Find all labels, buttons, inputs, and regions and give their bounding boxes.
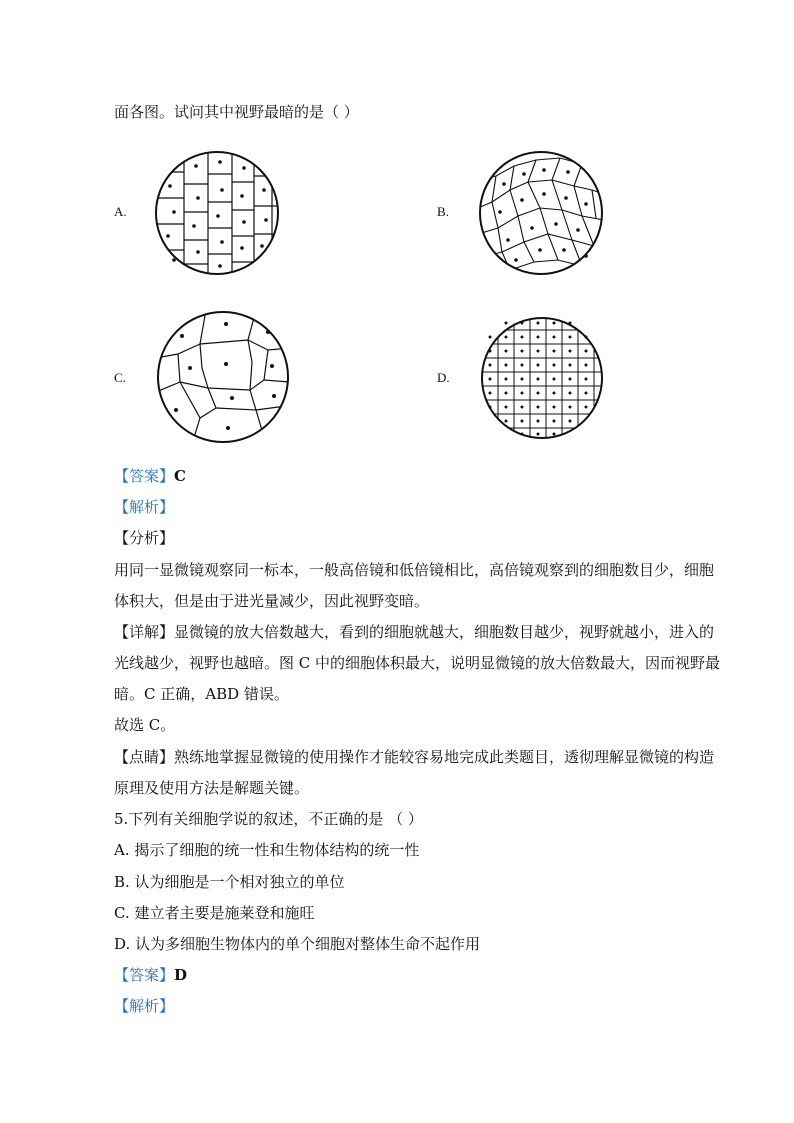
q5-stem: 5.下列有关细胞学说的叙述，不正确的是 （ ） xyxy=(114,810,423,828)
q5-option-d: D. 认为多细胞生物体内的单个细胞对整体生命不起作用 xyxy=(114,935,481,953)
figure-c-large-cells xyxy=(156,310,290,444)
q5-option-a: A. 揭示了细胞的统一性和生物体结构的统一性 xyxy=(114,841,420,859)
fenxi-line-2: 体积大，但是由于进光量减少，因此视野变暗。 xyxy=(114,592,430,610)
detail-tag: 【详解】 xyxy=(114,623,175,641)
option-c-label: C. xyxy=(114,370,126,385)
q5-answer-value: D xyxy=(174,966,188,984)
choice-conclusion: 故选 C。 xyxy=(114,716,176,734)
comment-line-1 xyxy=(114,747,714,767)
figure-b-irregular-cells xyxy=(478,150,604,276)
fenxi-tag: 【分析】 xyxy=(114,529,175,547)
analysis-tag: 【解析】 xyxy=(114,498,175,516)
q5-answer-tag: 【答案】 xyxy=(114,966,175,984)
option-a-label: A. xyxy=(114,204,127,219)
answer-tag: 【答案】 xyxy=(114,467,175,485)
comment-line-2: 原理及使用方法是解题关键。 xyxy=(114,779,310,797)
comment-text-1: 熟练地掌握显微镜的使用操作才能较容易地完成此类题目，透彻理解显微镜的构造 xyxy=(174,748,715,766)
answer-line xyxy=(114,466,186,486)
option-d-label: D. xyxy=(437,370,450,385)
comment-tag: 【点睛】 xyxy=(114,748,175,766)
q5-option-b: B. 认为细胞是一个相对独立的单位 xyxy=(114,873,345,891)
detail-text-1: 显微镜的放大倍数越大，看到的细胞就越大，细胞数目越少，视野就越小，进入的 xyxy=(174,623,715,641)
detail-line-2: 光线越少，视野也越暗。图 C 中的细胞体积最大，说明显微镜的放大倍数最大，因而视野最 xyxy=(114,654,721,672)
q5-analysis-tag: 【解析】 xyxy=(114,997,175,1015)
detail-line-3: 暗。C 正确，ABD 错误。 xyxy=(114,685,289,703)
figure-d-many-small-cells xyxy=(480,316,604,440)
figure-a-small-cells xyxy=(154,150,280,276)
q5-answer-line xyxy=(114,965,187,985)
fenxi-line-1: 用同一显微镜观察同一标本，一般高倍镜和低倍镜相比，高倍镜观察到的细胞数目少，细胞 xyxy=(114,561,715,579)
detail-line-1 xyxy=(114,622,714,642)
question-intro: 面各图。试问其中视野最暗的是（ ） xyxy=(114,103,359,121)
answer-value: C xyxy=(174,467,186,485)
q5-option-c: C. 建立者主要是施莱登和施旺 xyxy=(114,904,315,922)
option-b-label: B. xyxy=(437,204,449,219)
